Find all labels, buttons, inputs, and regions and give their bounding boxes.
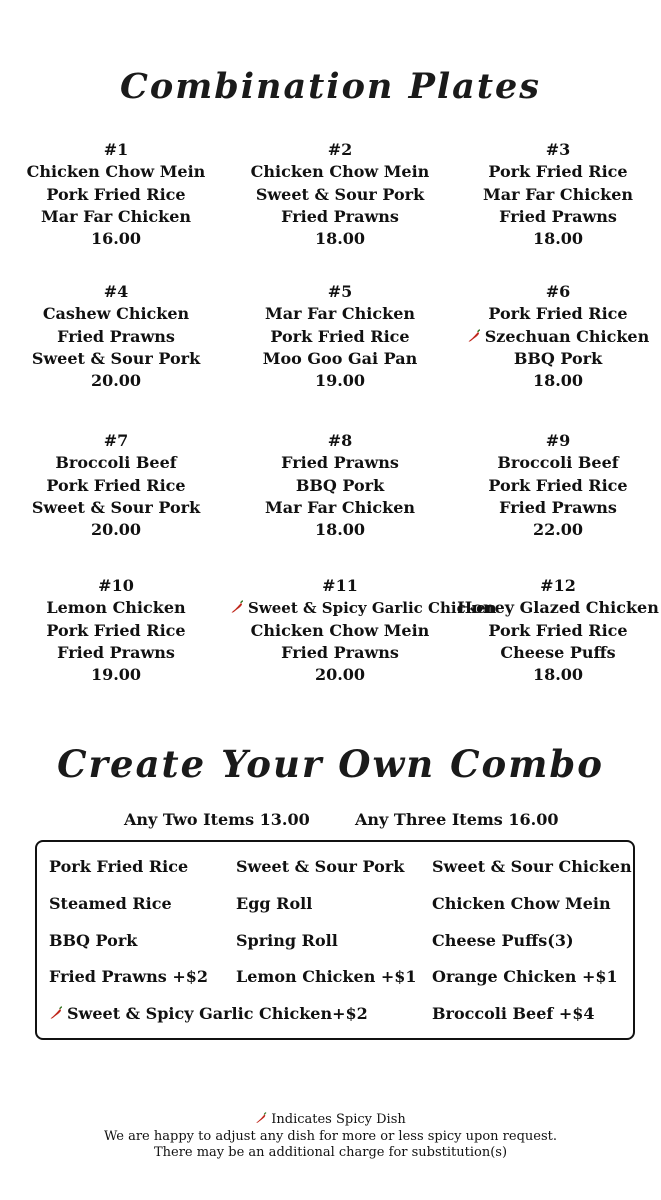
combo-plate [230, 575, 497, 686]
combo-number: #7 [103, 431, 129, 450]
combo-number: #10 [98, 576, 134, 595]
combo-item: Fried Prawns [281, 453, 399, 473]
combo-item: Fried Prawns [57, 326, 175, 346]
combo-item: Fried Prawns [57, 642, 175, 662]
combo-item: Chicken Chow Mein [250, 162, 430, 182]
combo-option-item: Sweet & Spicy Garlic Chicken+$2 [49, 1004, 368, 1023]
combo-item: Fried Prawns [499, 206, 617, 226]
combo-option-item: Steamed Rice [49, 894, 172, 913]
combo-item: Sweet & Sour Pork [31, 348, 201, 368]
combo-item: Mar Far Chicken [264, 497, 415, 517]
combo-plate [6, 575, 226, 686]
combo-price: 20.00 [314, 665, 366, 685]
spicy-legend [0, 1112, 661, 1128]
combo-number: #11 [322, 576, 358, 595]
combo-item: Broccoli Beef [497, 453, 619, 473]
combo-option-item: Sweet & Sour Chicken [432, 857, 632, 876]
combo-plate [6, 430, 226, 541]
combo-plate [448, 430, 661, 541]
combo-number: #6 [545, 282, 571, 301]
combo-item: Cheese Puffs [500, 642, 616, 662]
combo-item: Broccoli Beef [55, 453, 177, 473]
combo-option-item: Fried Prawns +$2 [49, 967, 209, 986]
section-title-create-your-own: Create Your Own Combo [57, 742, 604, 786]
combo-price: 19.00 [314, 371, 366, 391]
combo-item: Sweet & Sour Pork [255, 184, 425, 204]
combo-item: Pork Fried Rice [488, 304, 628, 324]
combo-item: Sweet & Sour Pork [31, 497, 201, 517]
three-items-price: Any Three Items 16.00 [355, 810, 559, 829]
combo-plate [6, 139, 226, 250]
combo-item: BBQ Pork [513, 348, 603, 368]
combo-option-item: Chicken Chow Mein [432, 894, 611, 913]
combo-item: Moo Goo Gai Pan [262, 348, 418, 368]
combo-option-item: Egg Roll [236, 894, 313, 913]
combo-plate [448, 575, 661, 686]
spicy-legend-text: Indicates Spicy Dish [271, 1112, 406, 1127]
combo-number: #9 [545, 431, 571, 450]
combo-item: Chicken Chow Mein [26, 162, 206, 182]
combo-plate [230, 281, 450, 392]
combo-item: Chicken Chow Mein [250, 620, 430, 640]
combo-plate [230, 430, 450, 541]
combo-item: Pork Fried Rice [270, 326, 410, 346]
combo-price: 20.00 [90, 371, 142, 391]
combo-number: #4 [103, 282, 129, 301]
combo-number: #1 [103, 140, 129, 159]
combo-plate [448, 281, 661, 392]
combo-option-item: Spring Roll [236, 931, 338, 950]
combo-option-item: Lemon Chicken +$1 [236, 967, 417, 986]
combo-plate [6, 281, 226, 392]
combo-item: Pork Fried Rice [488, 162, 628, 182]
chili-pepper-icon [467, 329, 481, 343]
combo-number: #8 [327, 431, 353, 450]
combo-item: Pork Fried Rice [46, 620, 186, 640]
combo-item: Pork Fried Rice [488, 475, 628, 495]
combo-price: 18.00 [532, 371, 584, 391]
combo-price: 22.00 [532, 520, 584, 540]
combo-option-item: BBQ Pork [49, 931, 138, 950]
combo-number: #2 [327, 140, 353, 159]
combo-price: 18.00 [532, 665, 584, 685]
two-items-price: Any Two Items 13.00 [124, 810, 310, 829]
combo-price: 18.00 [314, 520, 366, 540]
section-title-combination-plates: Combination Plates [120, 66, 541, 107]
combo-price: 18.00 [314, 229, 366, 249]
combo-item: Mar Far Chicken [264, 304, 415, 324]
combo-item: Sweet & Spicy Garlic Chicken [230, 597, 450, 619]
footer-note-spicy-adjust: We are happy to adjust any dish for more or less spicy upon request. [103, 1129, 558, 1144]
combo-plate [230, 139, 450, 250]
combo-item: Fried Prawns [499, 497, 617, 517]
combo-number: #12 [540, 576, 576, 595]
combo-price: 16.00 [90, 229, 142, 249]
footer-note-substitution: There may be an additional charge for substitution(s) [153, 1145, 508, 1160]
chili-pepper-icon [49, 1006, 63, 1020]
combo-option-item: Broccoli Beef +$4 [432, 1004, 595, 1023]
combo-price: 18.00 [532, 229, 584, 249]
combo-item: Pork Fried Rice [46, 184, 186, 204]
combo-item: Fried Prawns [281, 206, 399, 226]
combo-option-item: Pork Fried Rice [49, 857, 189, 876]
combo-plate [448, 139, 661, 250]
chili-pepper-icon [230, 600, 244, 614]
combo-option-item: Sweet & Sour Pork [236, 857, 405, 876]
combo-item: Pork Fried Rice [46, 475, 186, 495]
combo-item: BBQ Pork [295, 475, 385, 495]
combo-number: #5 [327, 282, 353, 301]
combo-item: Fried Prawns [281, 642, 399, 662]
combo-option-item: Orange Chicken +$1 [432, 967, 618, 986]
combo-price: 20.00 [90, 520, 142, 540]
combo-item: Mar Far Chicken [482, 184, 633, 204]
combo-item: Mar Far Chicken [40, 206, 191, 226]
combo-option-item: Cheese Puffs(3) [432, 931, 574, 950]
combo-item: Pork Fried Rice [488, 620, 628, 640]
combo-item: Honey Glazed Chicken [457, 598, 659, 618]
combo-item: Cashew Chicken [42, 304, 190, 324]
combo-price: 19.00 [90, 665, 142, 685]
combo-item: Szechuan Chicken [448, 326, 661, 348]
combo-item: Lemon Chicken [46, 598, 186, 618]
chili-pepper-icon [255, 1112, 267, 1124]
combo-number: #3 [545, 140, 571, 159]
